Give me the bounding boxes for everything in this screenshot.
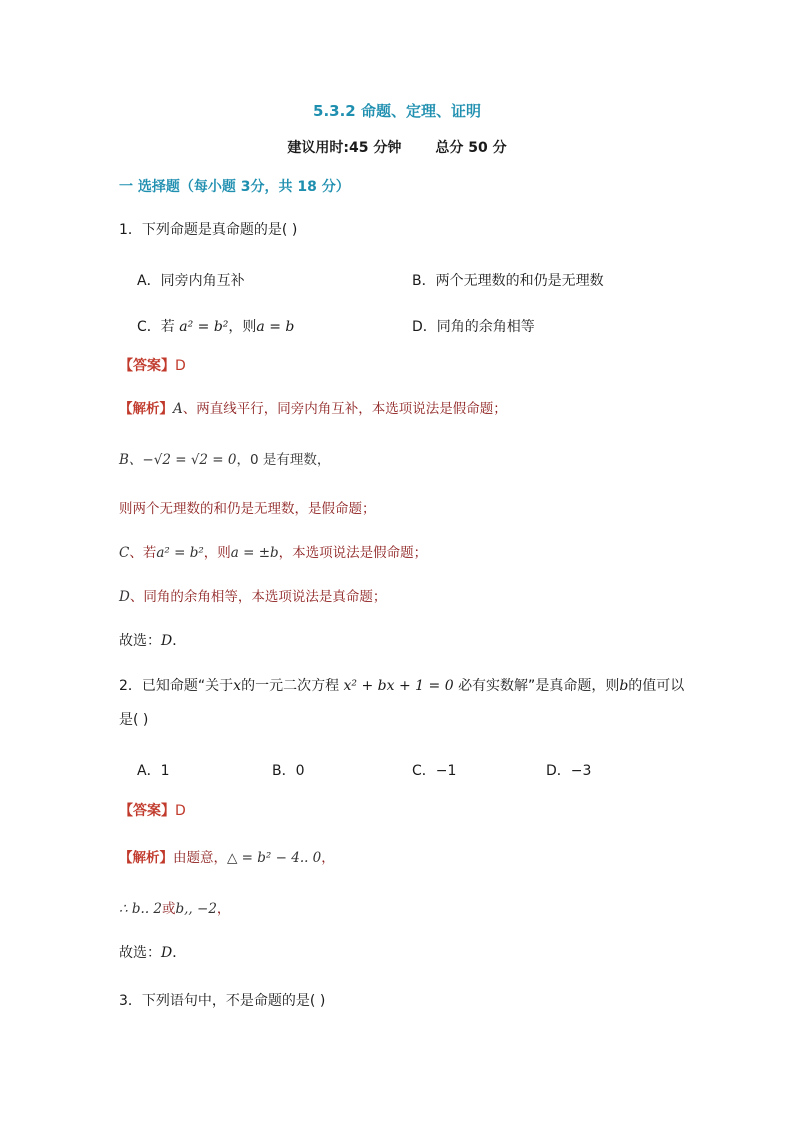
page-title: 5.3.2 命题、定理、证明 bbox=[313, 102, 481, 120]
page-subtitle bbox=[0, 137, 794, 157]
q1-option-c: C．若 a² = b²，则a = b bbox=[137, 319, 295, 335]
q2-final-choice: 故选：D． bbox=[119, 945, 187, 961]
q2-option-c: C．−1 bbox=[412, 763, 457, 779]
q1-option-a: A．同旁内角互补 bbox=[137, 273, 245, 289]
q2-option-d: D．−3 bbox=[546, 763, 592, 779]
q1-explanation-3: 则两个无理数的和仍是无理数，是假命题； bbox=[119, 501, 376, 517]
q2-answer: 【答案】D bbox=[119, 803, 186, 819]
question-2-stem-line2: 是( ) bbox=[119, 712, 149, 728]
question-2-stem: 2．已知命题“关于x的一元二次方程 x² + bx + 1 = 0 必有实数解”是真命题，则b的值可以 bbox=[119, 678, 685, 694]
q1-answer: 【答案】D bbox=[119, 358, 186, 374]
question-3-stem: 3．下列语句中，不是命题的是( ) bbox=[119, 993, 326, 1009]
q1-explanation-2: B、−√2 = √2 = 0，0 是有理数， bbox=[119, 452, 331, 468]
q1-option-b: B．两个无理数的和仍是无理数 bbox=[412, 273, 604, 289]
q2-explanation-2: ∴ b.. 2或b,, −2， bbox=[119, 901, 231, 917]
total-score: 总分 50 分 bbox=[435, 140, 507, 156]
question-1-stem: 1．下列命题是真命题的是( ) bbox=[119, 222, 298, 238]
time-suggestion: 建议用时:45 分钟 bbox=[287, 140, 402, 156]
q2-option-b: B．0 bbox=[272, 763, 305, 779]
q2-explanation-1: 【解析】由题意，△ = b² − 4.. 0， bbox=[119, 850, 335, 866]
q1-explanation-4: C、若a² = b²，则a = ±b，本选项说法是假命题； bbox=[119, 545, 428, 561]
q1-explanation-5: D、同角的余角相等，本选项说法是真命题； bbox=[119, 589, 387, 605]
q2-option-a: A．1 bbox=[137, 763, 170, 779]
section-heading: 一 选择题（每小题 3分，共 18 分） bbox=[119, 179, 350, 195]
q1-final-choice: 故选：D． bbox=[119, 633, 187, 649]
q1-option-d: D．同角的余角相等 bbox=[412, 319, 535, 335]
q1-explanation-1: 【解析】A、两直线平行，同旁内角互补，本选项说法是假命题； bbox=[119, 401, 507, 417]
